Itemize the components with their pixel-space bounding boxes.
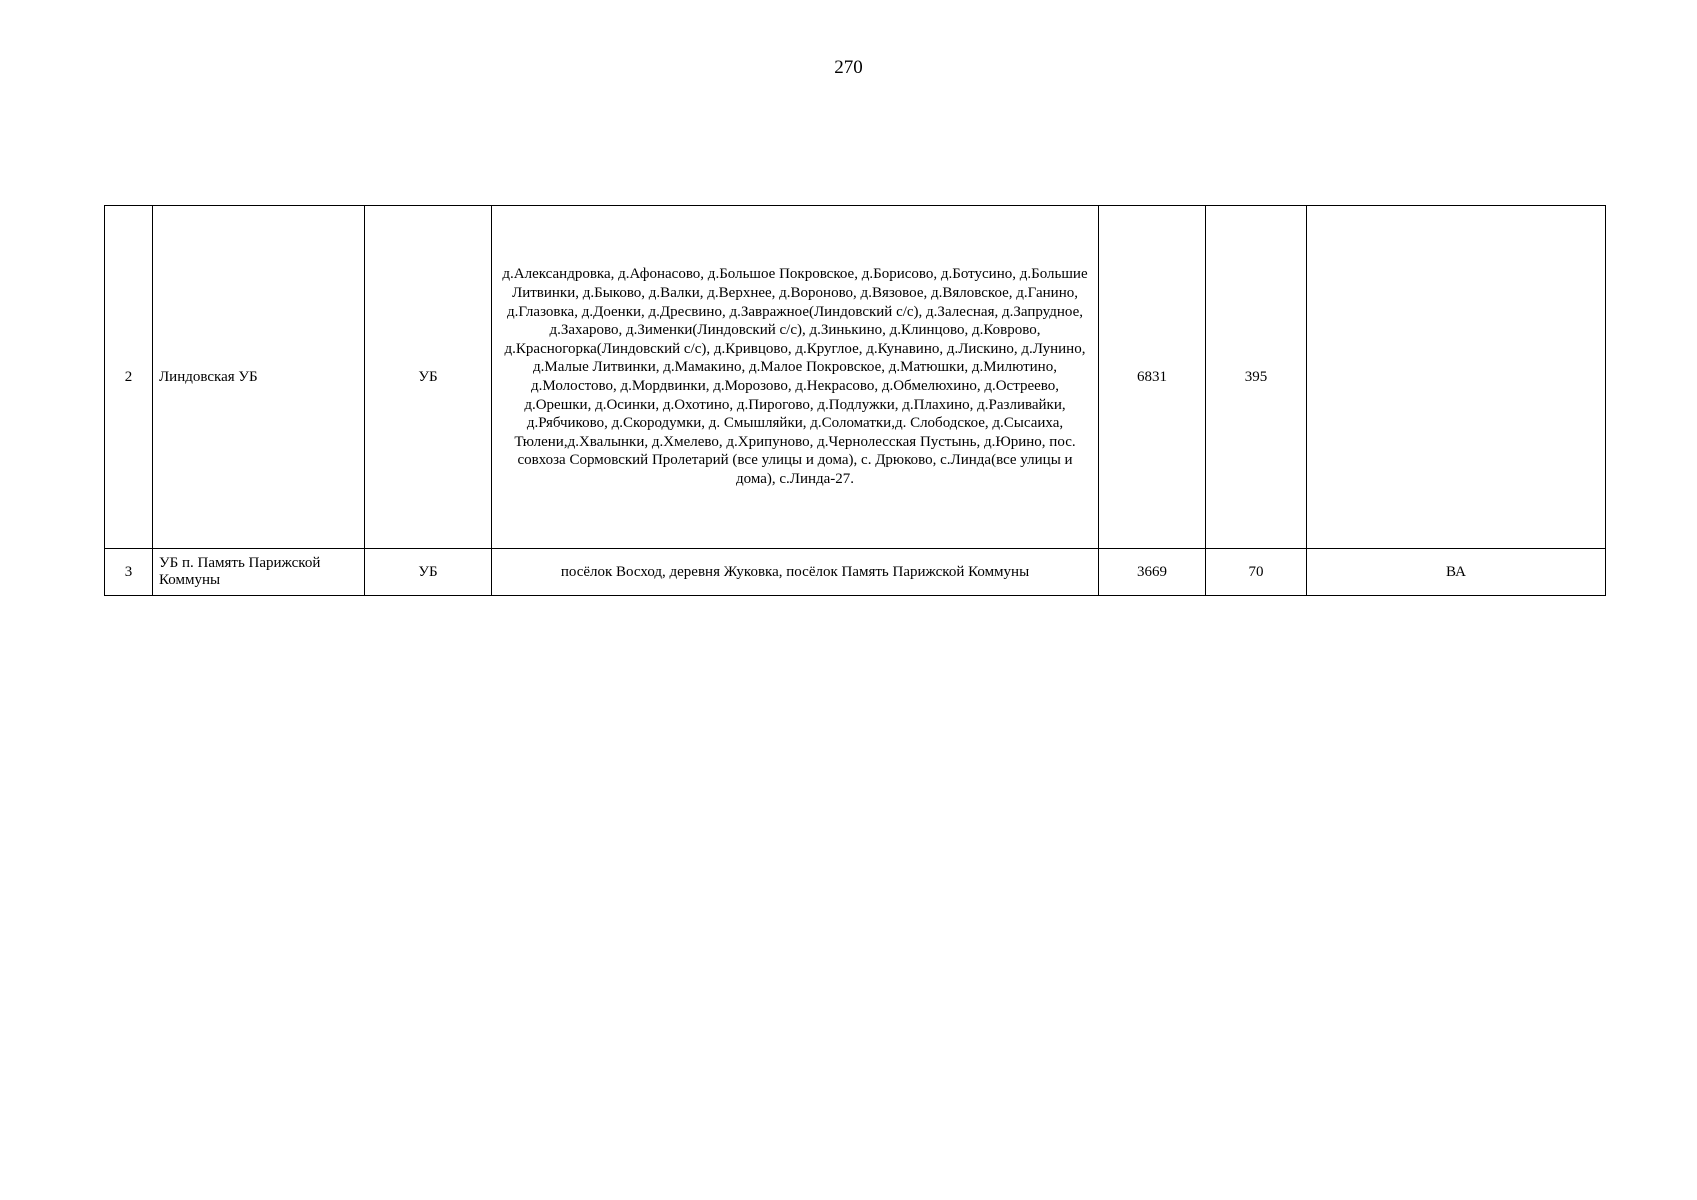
institution-name-cell: Линдовская УБ: [153, 206, 365, 549]
document-table: [104, 205, 1606, 596]
table-row: [105, 206, 1606, 549]
row-number-cell: 3: [105, 549, 153, 596]
note-cell: ВА: [1307, 549, 1606, 596]
settlements-cell: д.Александровка, д.Афонасово, д.Большое Покровское, д.Борисово, д.Ботусино, д.Большие Литвинки, д.Быково, д.Валки, д.Верхнее, д.Вороново, д.Вязовое, д.Вяловское, д.Ганино, д.Глазовка, д.Доенки, д.Дресвино, д.Завражное(Линдовский с/с), д.Залесная, д.Запрудное, д.Захарово, д.Зименки(Линдовский с/с), д.Зинькино, д.Клинцово, д.Коврово, д.Красногорка(Линдовский с/с), д.Кривцово, д.Круглое, д.Кунавино, д.Лискино, д.Лунино, д.Малые Литвинки, д.Мамакино, д.Малое Покровское, д.Матюшки, д.Милютино, д.Молостово, д.Мордвинки, д.Морозово, д.Некрасово, д.Обмелюхино, д.Остреево, д.Орешки, д.Осинки, д.Охотино, д.Пирогово, д.Подлужки, д.Плахино, д.Разливайки, д.Рябчиково, д.Скородумки, д. Смышляйки, д.Соломатки,д. Слободское, д.Сысаиха, Тюлени,д.Хвалынки, д.Хмелево, д.Хрипуново, д.Чернолесская Пустынь, д.Юрино, пос. совхоза Сормовский Пролетарий (все улицы и дома), с. Дрюково, с.Линда(все улицы и дома), с.Линда-27.: [492, 206, 1099, 549]
institution-type-cell: УБ: [365, 206, 492, 549]
value-cell-2: 70: [1206, 549, 1307, 596]
note-cell: [1307, 206, 1606, 549]
institution-name-cell: УБ п. Память Парижской Коммуны: [153, 549, 365, 596]
table-row: [105, 549, 1606, 596]
value-cell-2: 395: [1206, 206, 1307, 549]
row-number-cell: 2: [105, 206, 153, 549]
page-number: 270: [834, 57, 863, 78]
settlements-cell: посёлок Восход, деревня Жуковка, посёлок Память Парижской Коммуны: [492, 549, 1099, 596]
value-cell-1: 6831: [1099, 206, 1206, 549]
institution-type-cell: УБ: [365, 549, 492, 596]
value-cell-1: 3669: [1099, 549, 1206, 596]
